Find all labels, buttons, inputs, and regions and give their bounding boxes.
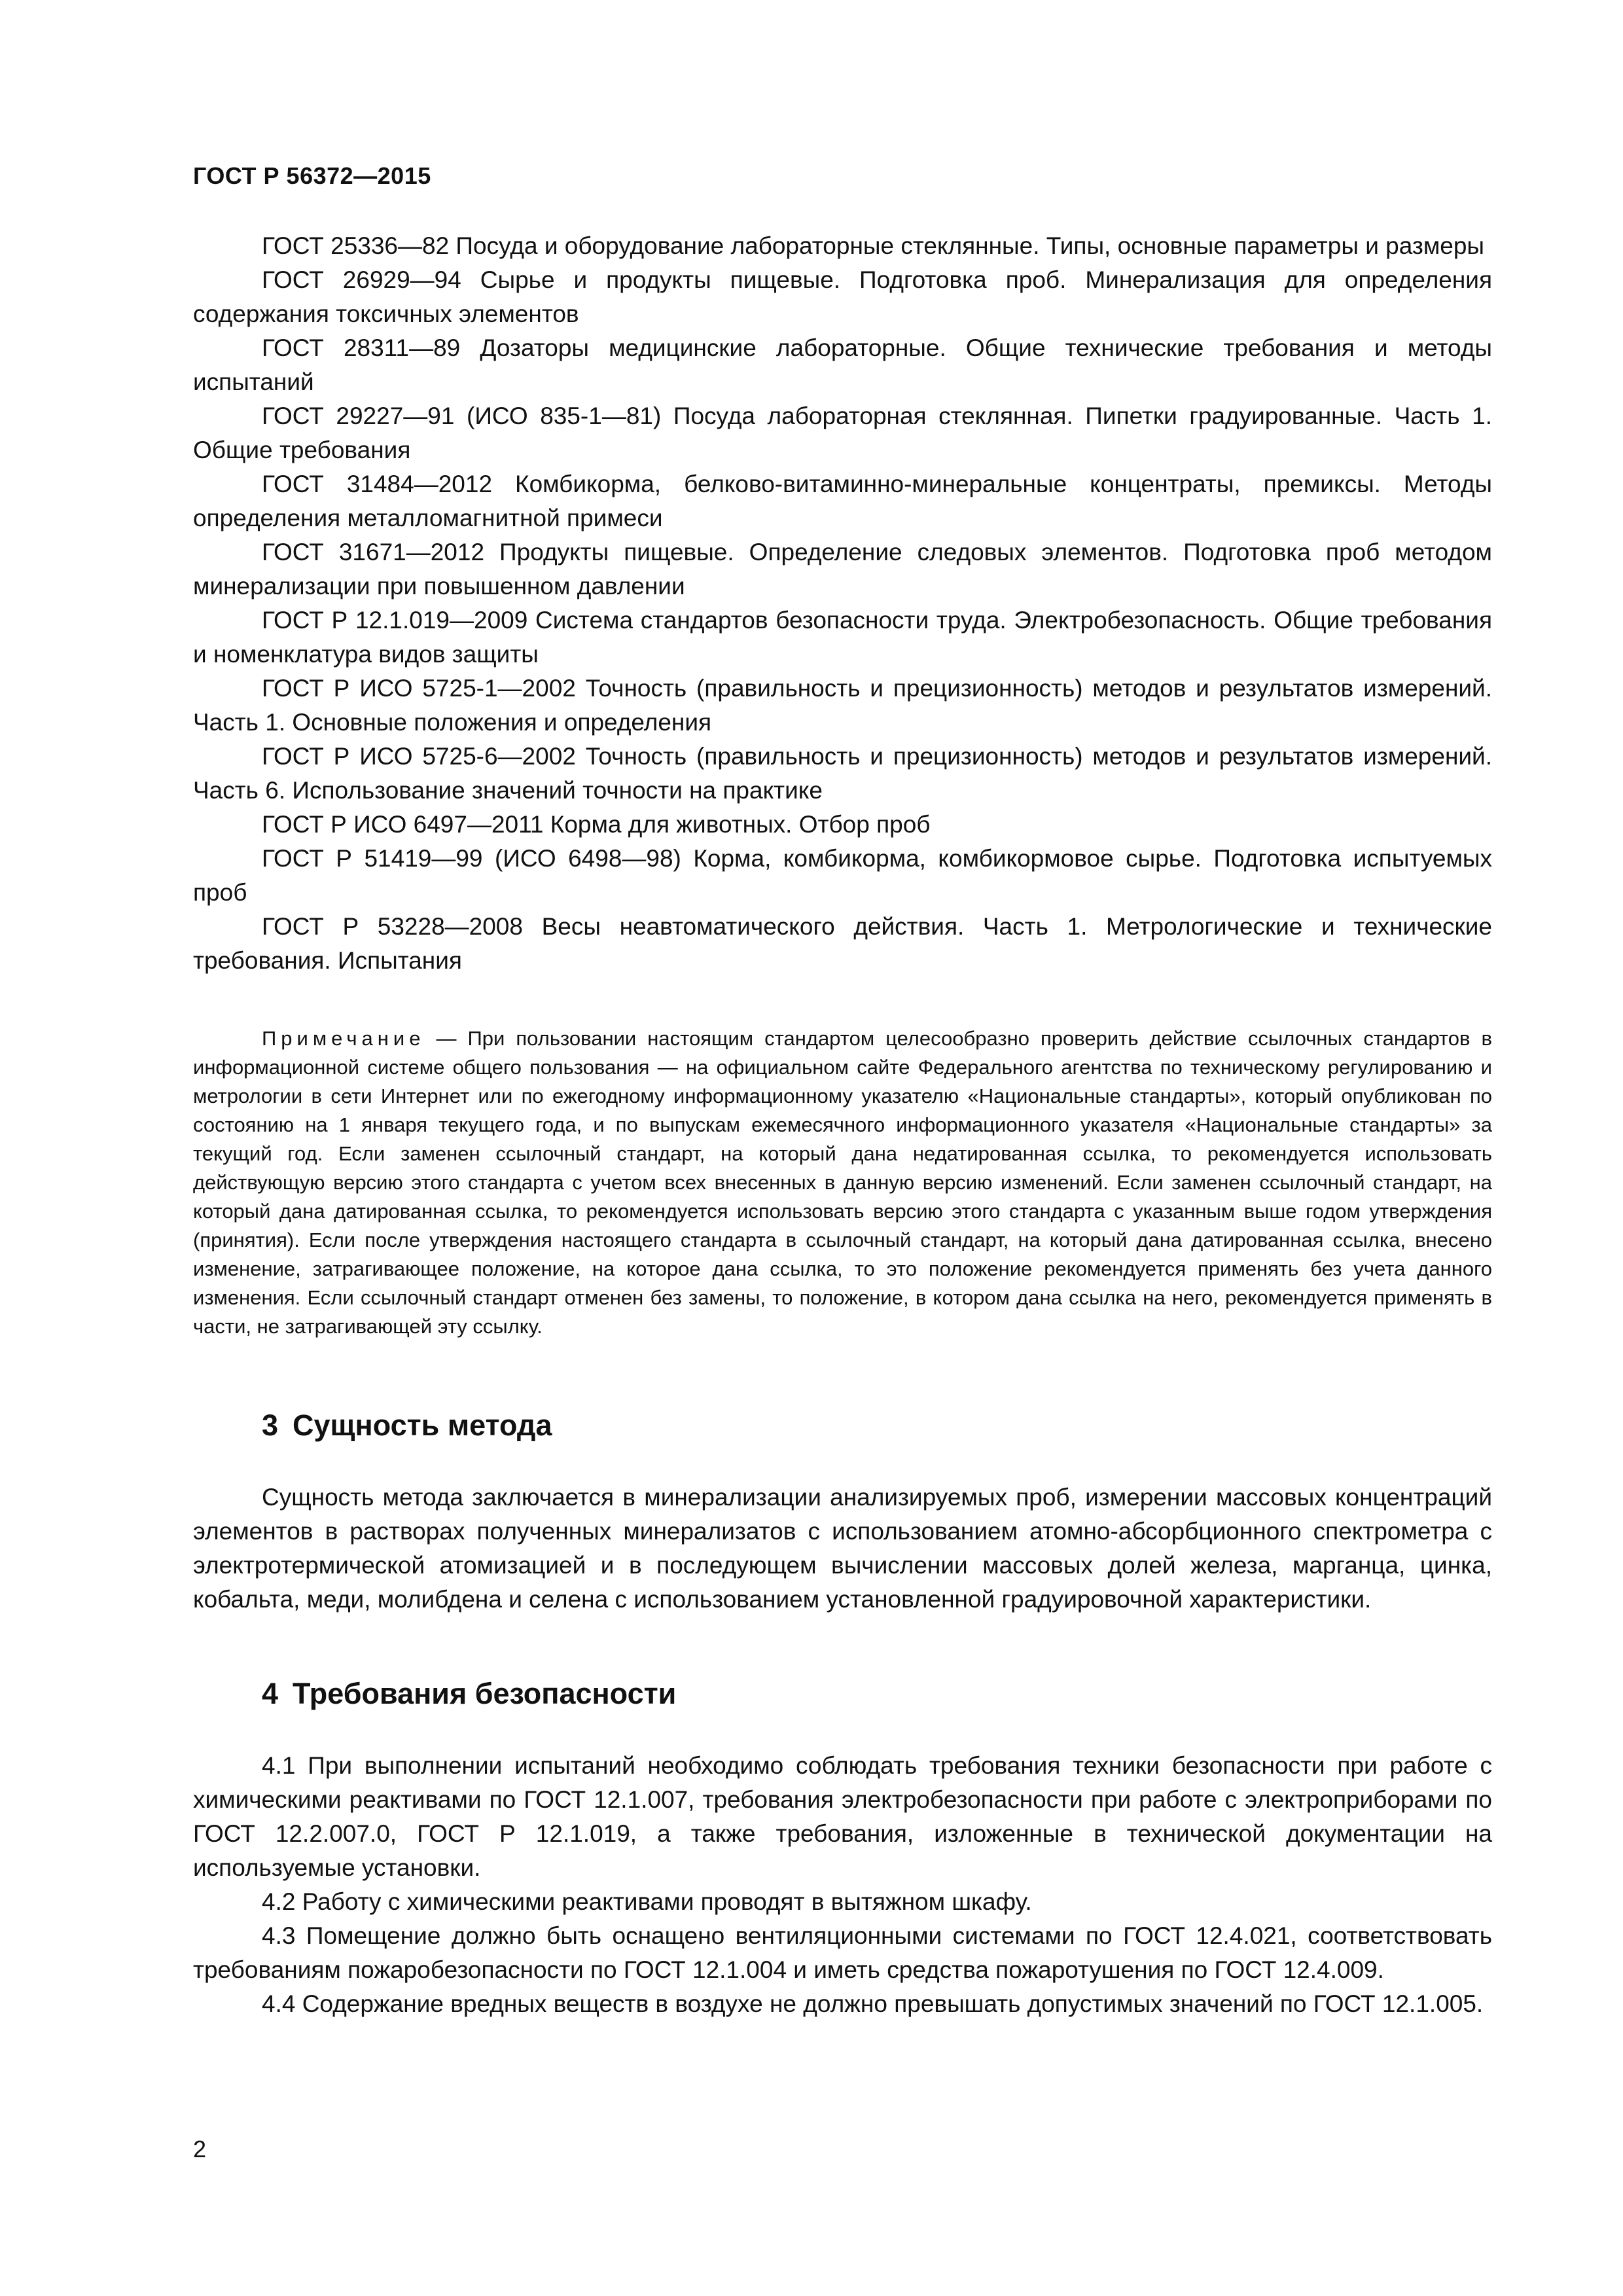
reference-item: ГОСТ Р 53228—2008 Весы неавтоматического действия. Часть 1. Метрологические и технические требования. Испытания bbox=[193, 913, 1492, 974]
section-4-body bbox=[193, 1749, 1492, 2021]
note-paragraph bbox=[193, 1024, 1492, 1341]
section-4-heading bbox=[262, 1677, 676, 1711]
section-4-number: 4 bbox=[262, 1677, 279, 1710]
section-3-title: Сущность метода bbox=[293, 1408, 552, 1442]
section-3-heading bbox=[262, 1408, 552, 1443]
reference-item: ГОСТ Р ИСО 5725-1—2002 Точность (правильность и прецизионность) методов и результатов измерений. Часть 1. Основные положения и определения bbox=[193, 675, 1492, 736]
section-4-title: Требования безопасности bbox=[293, 1677, 677, 1710]
document-header: ГОСТ Р 56372—2015 bbox=[193, 162, 431, 189]
reference-item: ГОСТ Р ИСО 5725-6—2002 Точность (правильность и прецизионность) методов и результатов измерений. Часть 6. Использование значений точности на практике bbox=[193, 743, 1492, 804]
section-4-paragraph: 4.1 При выполнении испытаний необходимо соблюдать требования техники безопасности при работе с химическими реактивами по ГОСТ 12.1.007, требования электробезопасности при работе с электроприборами по ГОСТ 12.2.007.0, ГОСТ Р 12.1.019, а также требования, изложенные в технической документации на используемые установки. bbox=[193, 1752, 1492, 1881]
note-text: — При пользовании настоящим стандартом целесообразно проверить действие ссылочных стандартов в информационной системе общего пользования — на официальном сайте Федерального агентства по техническому регулированию и метрологии в сети Интернет или по ежегодному информационному указателю «Национальные стандарты», который опубликован по состоянию на 1 января текущего года, и по выпускам ежемесячного информационного указателя «Национальные стандарты» за текущий год. Если заменен ссылочный стандарт, на который дана недатированная ссылка, то рекомендуется использовать действующую версию этого стандарта с учетом всех внесенных в данную версию изменений. Если заменен ссылочный стандарт, на который дана датированная ссылка, то рекомендуется использовать версию этого стандарта с указанным выше годом утверждения (принятия). Если после утверждения настоящего стандарта в ссылочный стандарт, на который дана датированная ссылка, внесено изменение, затрагивающее положение, на которое дана ссылка, то это положение рекомендуется применять без учета данного изменения. Если ссылочный стандарт отменен без замены, то положение, в котором дана ссылка на него, рекомендуется применять в части, не затрагивающей эту ссылку. bbox=[193, 1027, 1492, 1338]
section-4-paragraph: 4.2 Работу с химическими реактивами проводят в вытяжном шкафу. bbox=[262, 1888, 1032, 1915]
reference-item: ГОСТ 25336—82 Посуда и оборудование лабораторные стеклянные. Типы, основные параметры и размеры bbox=[262, 232, 1485, 259]
reference-item: ГОСТ 29227—91 (ИСО 835-1—81) Посуда лабораторная стеклянная. Пипетки градуированные. Часть 1. Общие требования bbox=[193, 403, 1492, 463]
references-note bbox=[193, 1024, 1492, 1341]
reference-item: ГОСТ 31671—2012 Продукты пищевые. Определение следовых элементов. Подготовка проб методом минерализации при повышенном давлении bbox=[193, 539, 1492, 600]
note-label: Примечание bbox=[262, 1027, 425, 1050]
section-4-paragraph: 4.4 Содержание вредных веществ в воздухе не должно превышать допустимых значений по ГОСТ 12.1.005. bbox=[262, 1990, 1484, 2017]
reference-item: ГОСТ 26929—94 Сырье и продукты пищевые. Подготовка проб. Минерализация для определения содержания токсичных элементов bbox=[193, 266, 1492, 327]
section-4-paragraph: 4.3 Помещение должно быть оснащено вентиляционными системами по ГОСТ 12.4.021, соответствовать требованиям пожаробезопасности по ГОСТ 12.1.004 и иметь средства пожаротушения по ГОСТ 12.4.009. bbox=[193, 1922, 1492, 1983]
page-number: 2 bbox=[193, 2136, 207, 2162]
section-3-body bbox=[193, 1480, 1492, 1617]
reference-item: ГОСТ Р ИСО 6497—2011 Корма для животных. Отбор проб bbox=[262, 811, 931, 838]
normative-references-list bbox=[193, 229, 1492, 978]
section-3-paragraph: Сущность метода заключается в минерализации анализируемых проб, измерении массовых концентраций элементов в растворах полученных минерализатов с использованием атомно-абсорбционного спектрометра с электротермической атомизацией и в последующем вычислении массовых долей железа, марганца, цинка, кобальта, меди, молибдена и селена с использованием установленной градуировочной характеристики. bbox=[193, 1484, 1492, 1613]
reference-item: ГОСТ Р 12.1.019—2009 Система стандартов безопасности труда. Электробезопасность. Общие требования и номенклатура видов защиты bbox=[193, 607, 1492, 668]
reference-item: ГОСТ 31484—2012 Комбикорма, белково-витаминно-минеральные концентраты, премиксы. Методы определения металломагнитной примеси bbox=[193, 471, 1492, 531]
section-3-number: 3 bbox=[262, 1408, 279, 1442]
reference-item: ГОСТ 28311—89 Дозаторы медицинские лабораторные. Общие технические требования и методы испытаний bbox=[193, 334, 1492, 395]
reference-item: ГОСТ Р 51419—99 (ИСО 6498—98) Корма, комбикорма, комбикормовое сырье. Подготовка испытуемых проб bbox=[193, 845, 1492, 906]
